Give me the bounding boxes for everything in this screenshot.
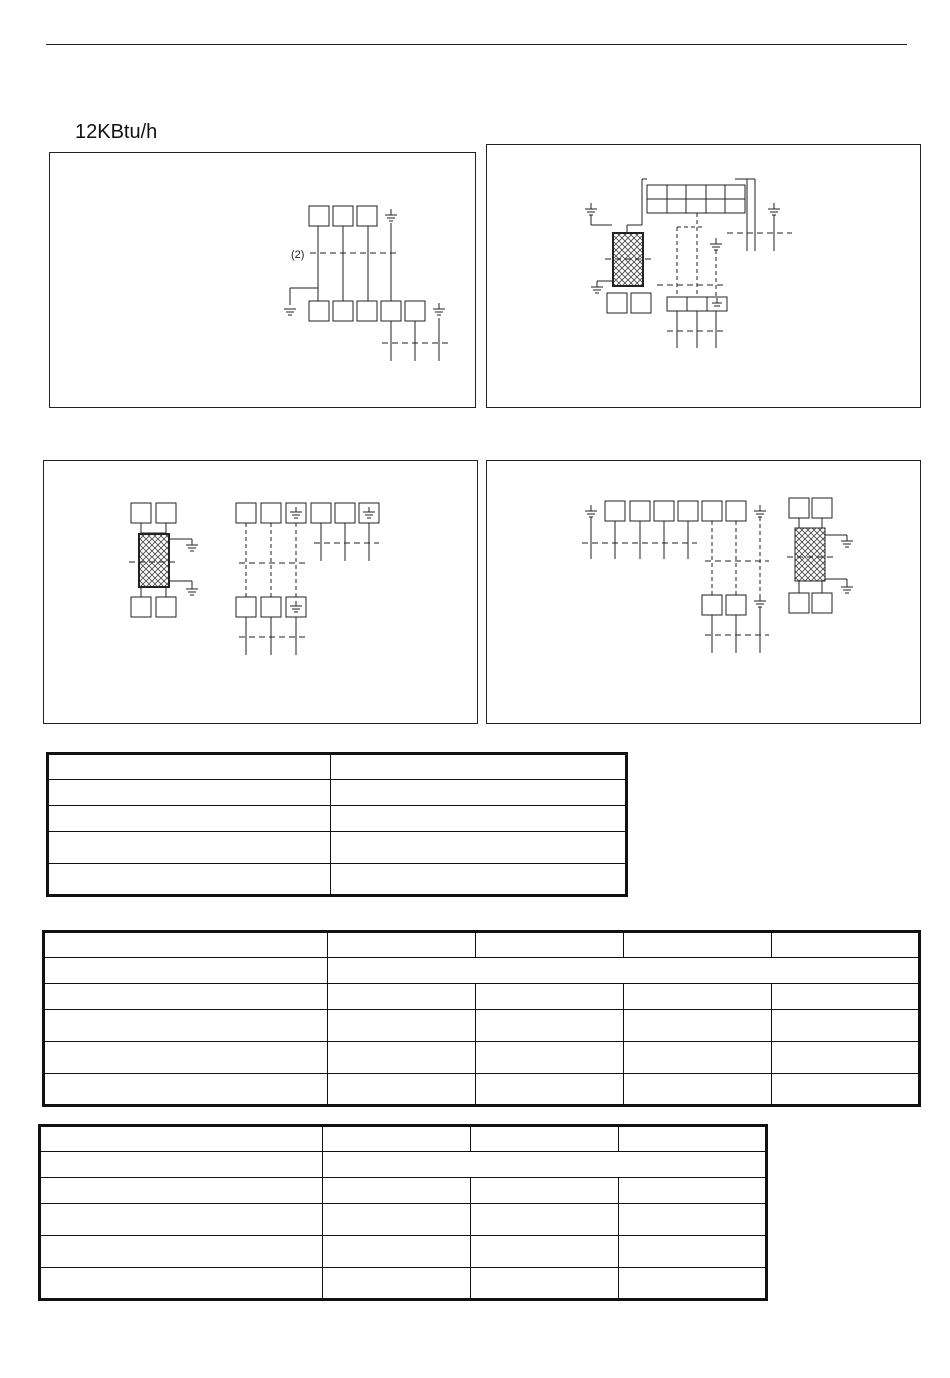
- terminal-block-bottom: [236, 597, 306, 617]
- header-rule: [46, 44, 907, 45]
- ground-icon: [585, 505, 597, 517]
- table-row: [44, 958, 920, 984]
- table-cell: [323, 1126, 471, 1152]
- table-cell: [619, 1204, 767, 1236]
- table-cell: [476, 932, 624, 958]
- table-cell: [476, 1010, 624, 1042]
- table-row: [40, 1236, 767, 1268]
- table-cell: [772, 1010, 920, 1042]
- table-cell: [619, 1126, 767, 1152]
- table-cell: [40, 1236, 323, 1268]
- table-cell: [48, 864, 331, 896]
- ground-icon: [290, 601, 302, 612]
- table-cell: [44, 1074, 328, 1106]
- table-cell: [619, 1236, 767, 1268]
- table-cell: [772, 932, 920, 958]
- table-cell: [323, 1204, 471, 1236]
- table-row: [40, 1126, 767, 1152]
- ground-icon: [284, 309, 296, 315]
- table-row: [48, 754, 627, 780]
- table-cell: [40, 1126, 323, 1152]
- ground-icon: [712, 298, 722, 306]
- ground-icon: [841, 587, 853, 593]
- table-cell: [328, 984, 476, 1010]
- table-cell: [331, 832, 627, 864]
- table-cell: [44, 932, 328, 958]
- wiring-diagram-b: [486, 144, 921, 408]
- table-cell: [471, 1236, 619, 1268]
- table-row: [44, 1074, 920, 1106]
- terminal-block-bottom: [309, 301, 425, 321]
- table-cell: [323, 1236, 471, 1268]
- table-cell: [48, 806, 331, 832]
- table-row: [44, 984, 920, 1010]
- table-cell: [772, 1042, 920, 1074]
- table-row: [40, 1152, 767, 1178]
- table-row: [48, 832, 627, 864]
- table-cell: [40, 1178, 323, 1204]
- table-row: [44, 1042, 920, 1074]
- terminal-strip: [647, 185, 745, 213]
- table-row: [44, 932, 920, 958]
- table-row: [48, 864, 627, 896]
- table-cell: [624, 932, 772, 958]
- table-row: [44, 1010, 920, 1042]
- ground-icon: [585, 203, 597, 215]
- table-cell: [772, 1074, 920, 1106]
- table-cell: [471, 1204, 619, 1236]
- table-cell: [40, 1152, 323, 1178]
- table-cell: [40, 1204, 323, 1236]
- table-cell: [44, 984, 328, 1010]
- table-cell: [328, 958, 920, 984]
- filter-core: [139, 534, 169, 587]
- ground-icon: [754, 595, 766, 607]
- table-cell: [331, 780, 627, 806]
- table-row: [40, 1204, 767, 1236]
- filter-core: [795, 528, 825, 581]
- ground-icon: [433, 303, 445, 315]
- ground-icon: [186, 545, 198, 551]
- ground-icon: [591, 287, 603, 293]
- table-cell: [44, 1042, 328, 1074]
- table-cell: [323, 1178, 471, 1204]
- terminal-block-top: [236, 503, 379, 523]
- table-cell: [624, 984, 772, 1010]
- table-cell: [476, 984, 624, 1010]
- table-cell: [48, 832, 331, 864]
- table-cell: [471, 1268, 619, 1300]
- spec-table-2: [42, 930, 921, 1107]
- table-cell: [331, 754, 627, 780]
- table-cell: [328, 1042, 476, 1074]
- ground-icon: [710, 238, 722, 250]
- table-cell: [476, 1042, 624, 1074]
- ground-icon: [768, 203, 780, 215]
- table-cell: [323, 1152, 767, 1178]
- table-row: [48, 780, 627, 806]
- cable-label: (2): [291, 249, 305, 261]
- table-cell: [772, 984, 920, 1010]
- table-cell: [624, 1042, 772, 1074]
- table-cell: [328, 1010, 476, 1042]
- wiring-diagram-d: [486, 460, 921, 724]
- table-cell: [44, 1010, 328, 1042]
- table-row: [48, 806, 627, 832]
- wiring-diagram-c: [43, 460, 478, 724]
- spec-table-3: [38, 1124, 768, 1301]
- terminal-block: [667, 297, 727, 311]
- ground-icon: [290, 507, 302, 518]
- table-cell: [328, 1074, 476, 1106]
- table-cell: [624, 1074, 772, 1106]
- wiring-diagram-a: [49, 152, 476, 408]
- table-row: [40, 1178, 767, 1204]
- table-cell: [323, 1268, 471, 1300]
- ground-icon: [754, 505, 766, 517]
- terminal-block-top: [605, 501, 746, 521]
- ground-icon: [385, 209, 397, 221]
- table-row: [40, 1268, 767, 1300]
- terminal-block-top: [309, 206, 377, 226]
- table-cell: [471, 1178, 619, 1204]
- ground-icon: [186, 589, 198, 595]
- spec-table-1: [46, 752, 628, 897]
- table-cell: [619, 1178, 767, 1204]
- table-cell: [44, 958, 328, 984]
- table-cell: [331, 864, 627, 896]
- table-cell: [48, 780, 331, 806]
- table-cell: [328, 932, 476, 958]
- ground-icon: [841, 541, 853, 547]
- ground-icon: [363, 507, 375, 518]
- table-cell: [619, 1268, 767, 1300]
- table-cell: [40, 1268, 323, 1300]
- table-cell: [476, 1074, 624, 1106]
- table-cell: [624, 1010, 772, 1042]
- table-cell: [471, 1126, 619, 1152]
- table-cell: [48, 754, 331, 780]
- table-cell: [331, 806, 627, 832]
- model-title: 12KBtu/h: [75, 121, 158, 143]
